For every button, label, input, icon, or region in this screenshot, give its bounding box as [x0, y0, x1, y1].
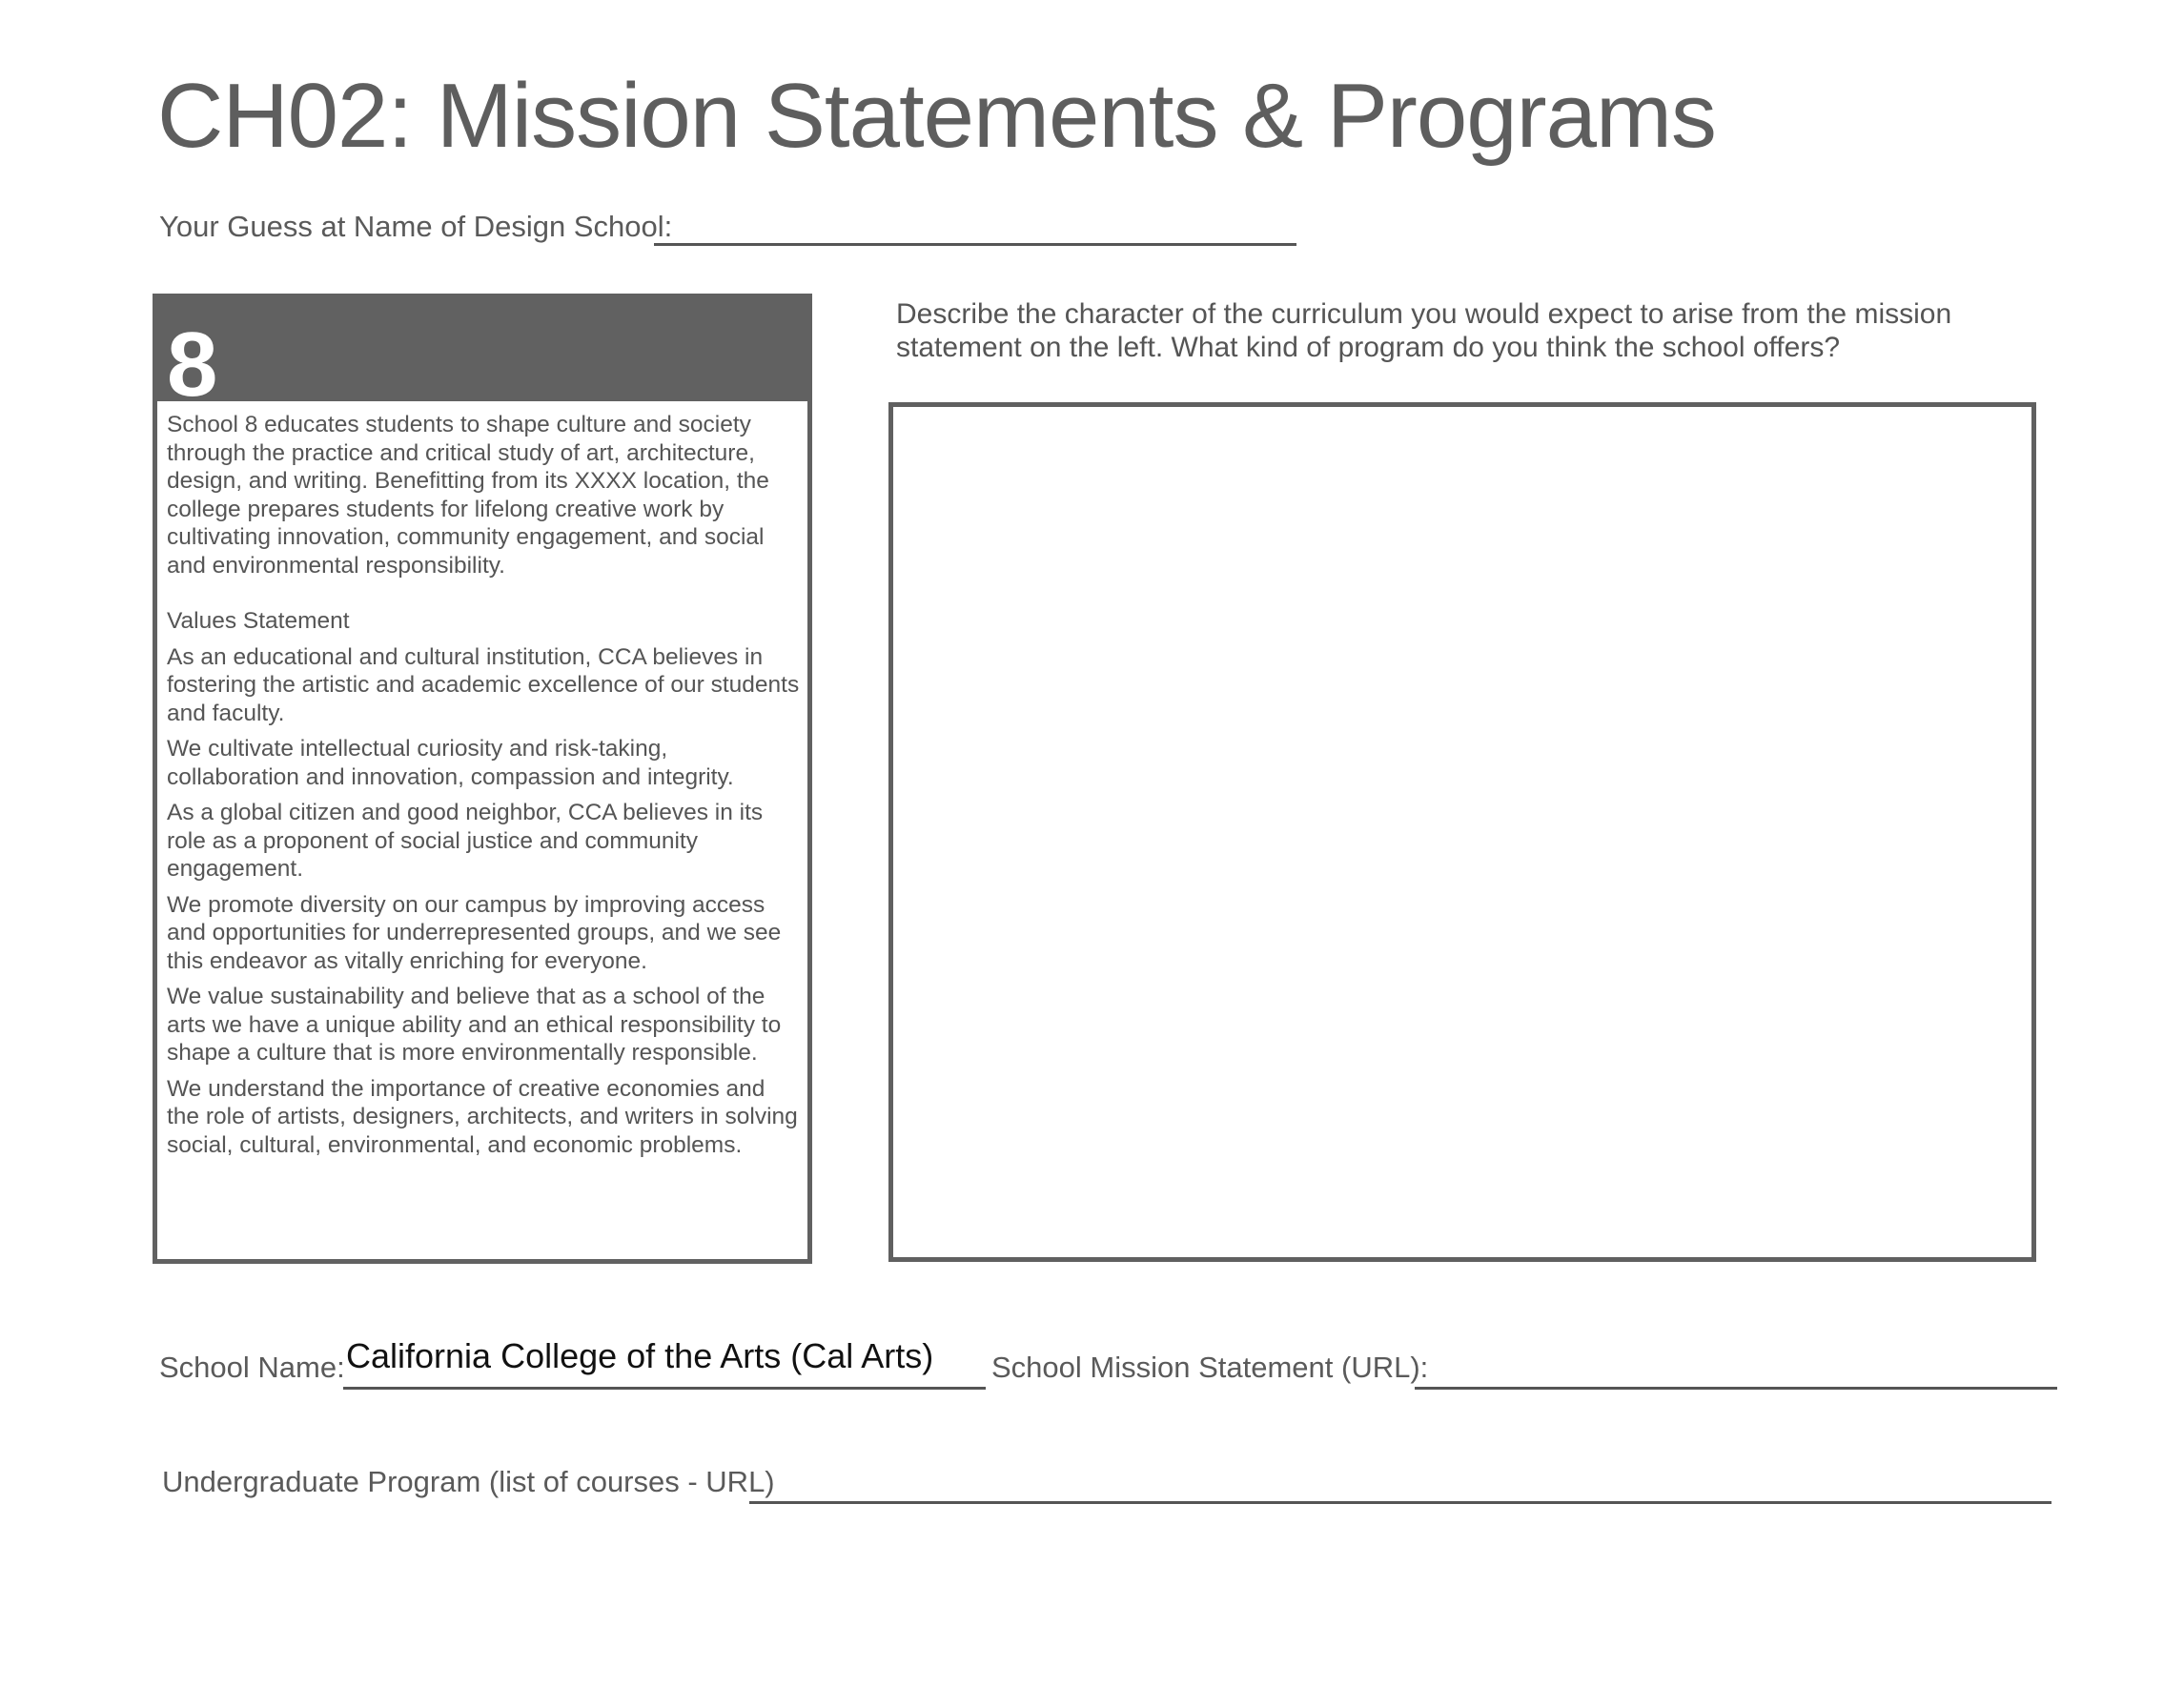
values-paragraph: We promote diversity on our campus by improving access and opportunities for underrepresented groups, and we see this endeavor as vitally enriching for everyone. — [167, 891, 782, 974]
mission-url-field[interactable] — [1415, 1352, 2057, 1390]
values-paragraph: As an educational and cultural institution, CCA believes in fostering the artistic and academic excellence of our students and faculty. — [167, 643, 800, 726]
program-label: Undergraduate Program (list of courses - URL) — [162, 1465, 775, 1498]
guess-field[interactable] — [654, 208, 1296, 246]
program-field[interactable] — [749, 1466, 2051, 1504]
mission-card — [153, 294, 812, 1264]
curriculum-answer-box[interactable] — [888, 402, 2036, 1262]
mission-statement: School 8 educates students to shape culture and society through the practice and critical study of art, architecture, design, and writing. Benefitting from its XXXX location, the college prepares students for lifelong creative work by cultivating innovation, community engagement, and social and environmental responsibility. — [167, 412, 769, 579]
mission-url-label: School Mission Statement (URL): — [991, 1351, 1429, 1384]
values-heading: Values Statement — [167, 608, 350, 634]
values-paragraph: We cultivate intellectual curiosity and risk-taking, collaboration and innovation, compassion and integrity. — [167, 736, 734, 790]
school-name-field[interactable] — [343, 1334, 986, 1390]
values-paragraph: We understand the importance of creative economies and the role of artists, designers, architects, and writers in solving social, cultural, environmental, and economic problems. — [167, 1075, 798, 1158]
page-title: CH02: Mission Statements & Programs — [157, 65, 1716, 167]
guess-label: Your Guess at Name of Design School: — [159, 210, 673, 243]
school-name-value: California College of the Arts (Cal Arts) — [346, 1336, 934, 1375]
card-header — [157, 298, 807, 416]
card-number: 8 — [167, 314, 218, 416]
values-paragraph: We value sustainability and believe that as a school of the arts we have a unique ability and an ethical responsibility to shape a culture that is more environmentally responsible. — [167, 984, 782, 1066]
school-name-label: School Name: — [159, 1351, 345, 1384]
values-paragraph: As a global citizen and good neighbor, CCA believes in its role as a proponent of social justice and community engagement. — [167, 800, 764, 882]
card-body — [167, 411, 804, 1167]
curriculum-prompt: Describe the character of the curriculum you would expect to arise from the mission statement on the left. What kind of program do you think the school offers? — [896, 298, 1952, 363]
